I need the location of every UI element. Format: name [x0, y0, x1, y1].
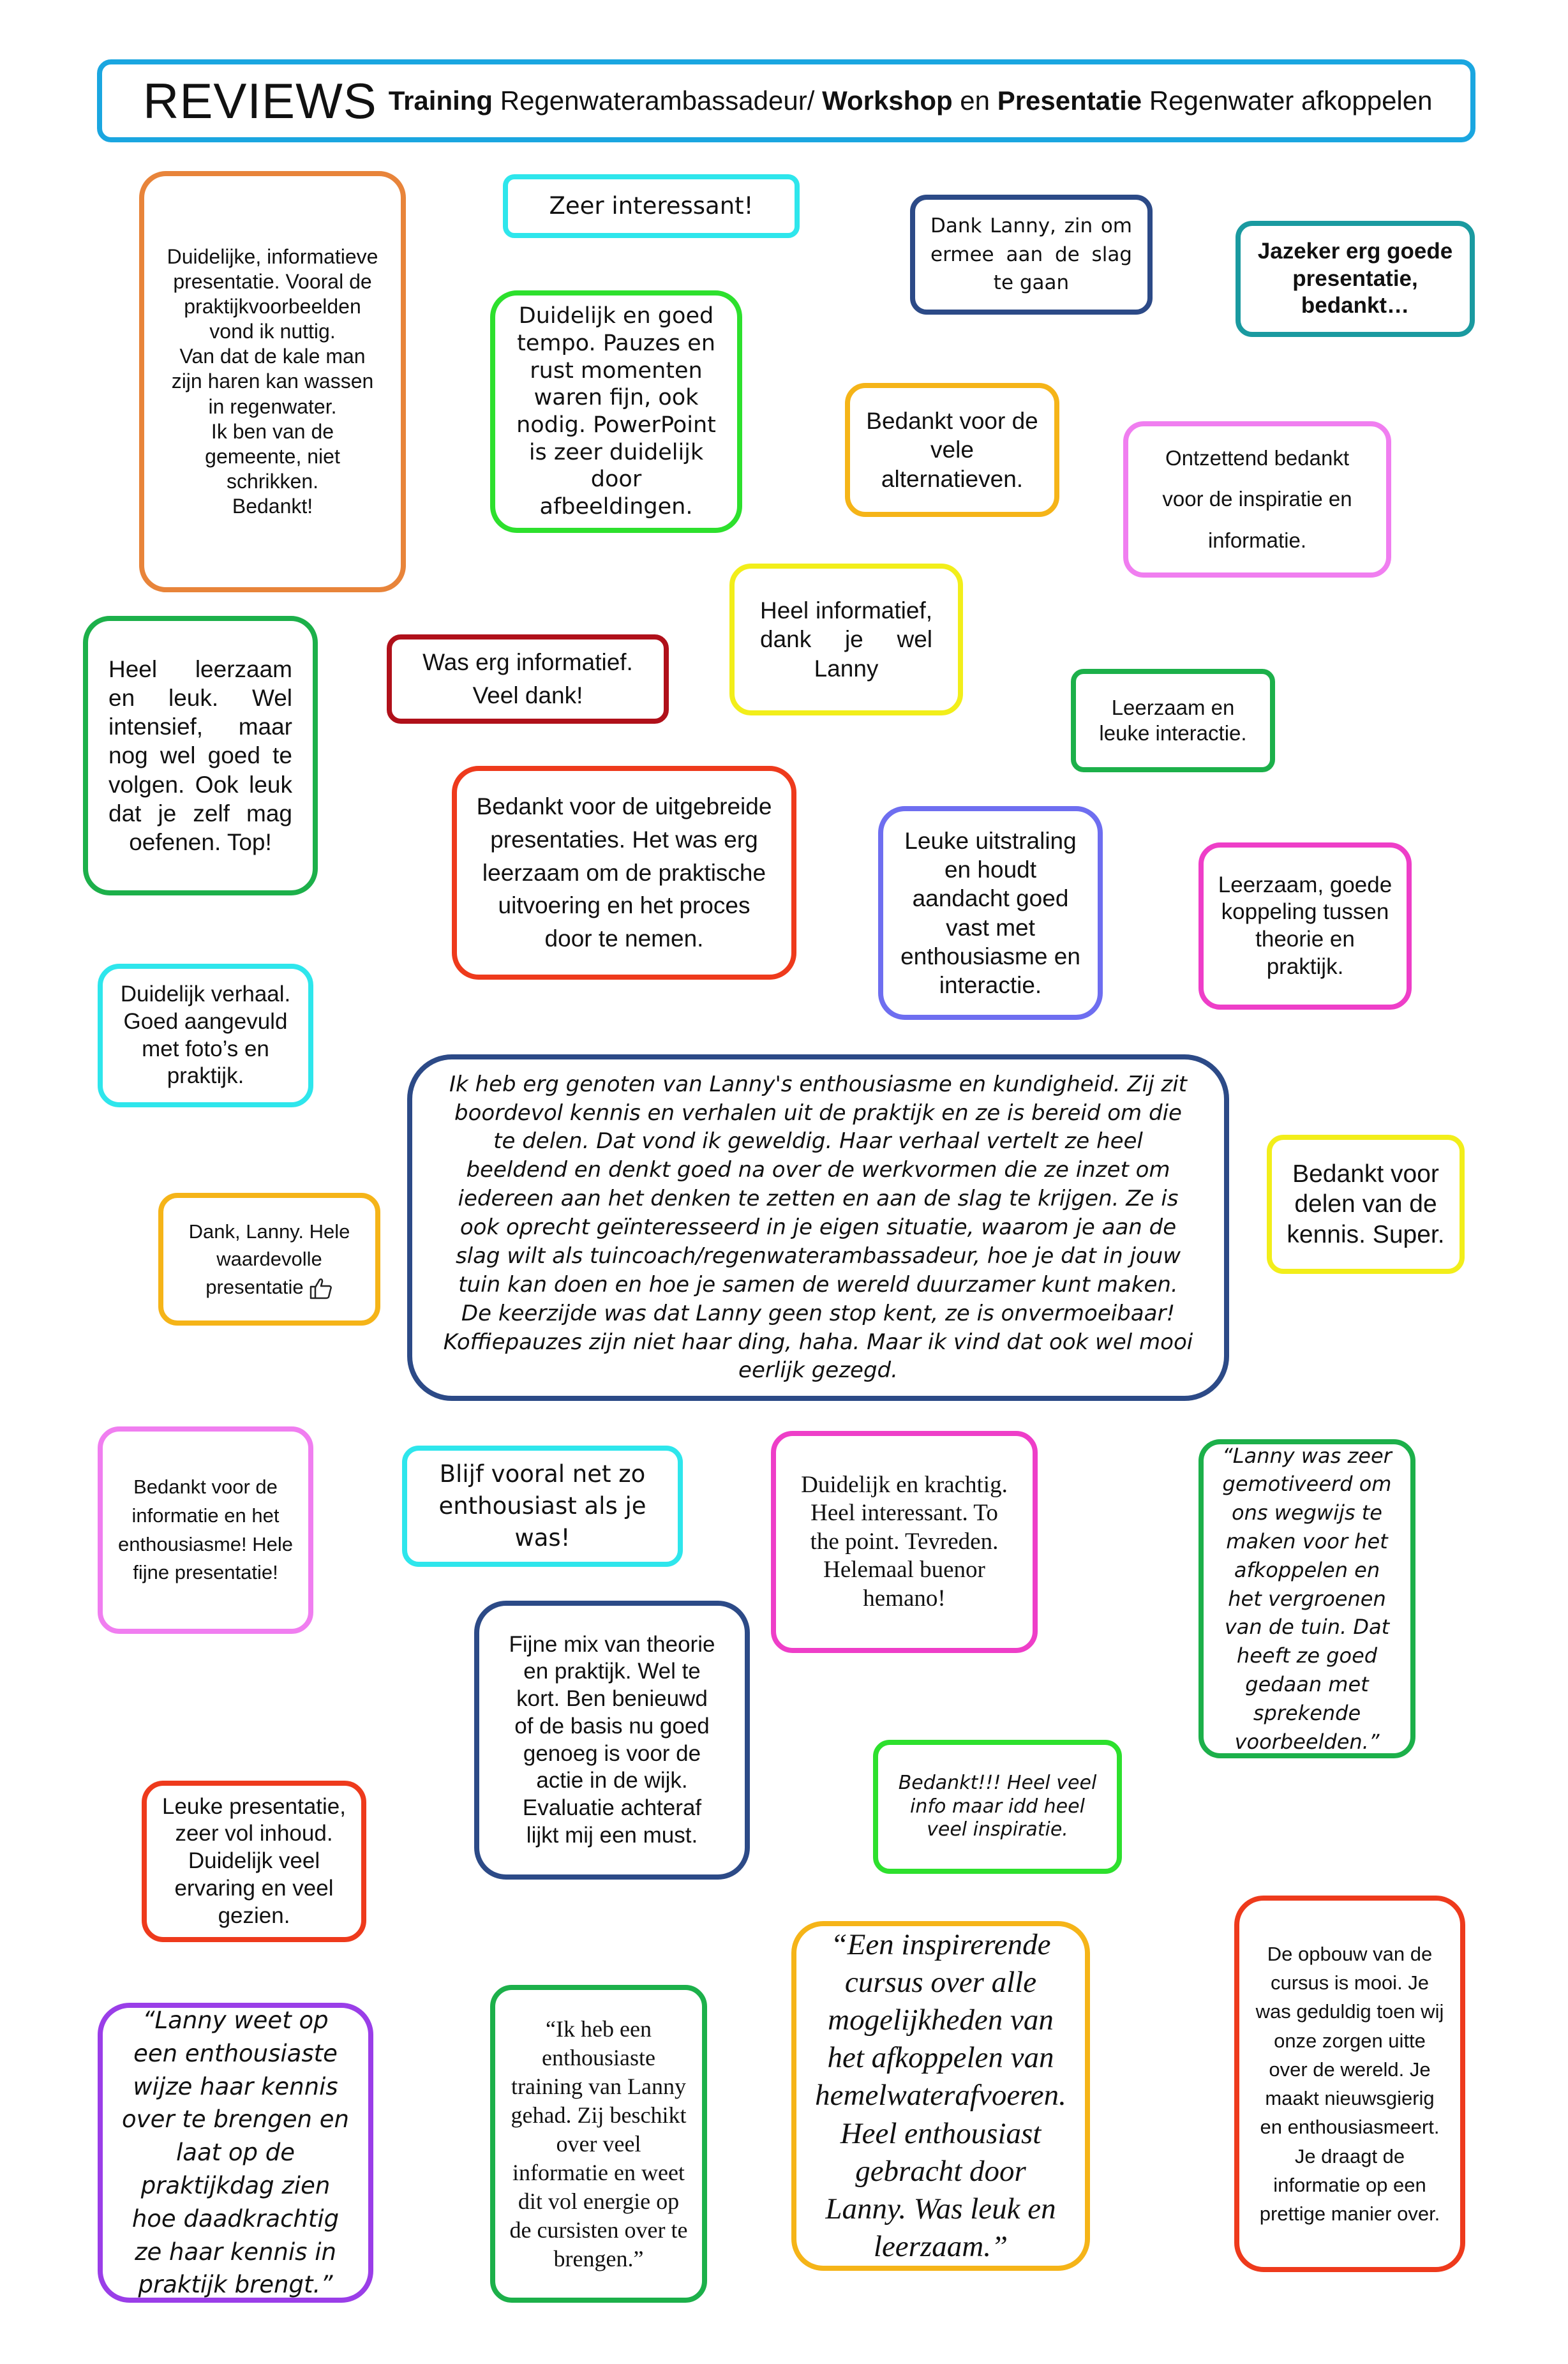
review-box — [503, 174, 800, 238]
review-box — [98, 964, 313, 1107]
review-text: Bedankt voor de informatie en het enthousiasme! Hele fijne presentatie! — [118, 1475, 293, 1584]
review-box — [1236, 221, 1475, 337]
review-box — [1234, 1896, 1465, 2272]
review-text: “Ik heb een enthousiaste training van Lanny gehad. Zij beschikt over veel informatie en weet dit vol energie op de cursisten over te brengen.” — [509, 2016, 688, 2271]
review-text: Jazeker erg goede presentatie, bedankt… — [1257, 238, 1453, 318]
review-box — [771, 1431, 1038, 1653]
review-text: Dank, Lanny. Hele waardevolle presentatie — [176, 1218, 362, 1301]
header-subtitle — [389, 86, 1433, 116]
review-box-featured — [407, 1054, 1229, 1401]
review-text: Leuke presentatie, zeer vol inhoud. Duidelijk veel ervaring en veel gezien. — [162, 1793, 346, 1928]
header-presentatie-rest: Regenwater afkoppelen — [1142, 86, 1433, 116]
review-text: Duidelijk en krachtig. Heel interessant. To the point. Tevreden. Helemaal buenor hemano! — [801, 1472, 1008, 1612]
review-text: Duidelijk en goed tempo. Pauzes en rust momenten waren fijn, ook nodig. PowerPoint is zeer duidelijk door afbeeldingen. — [516, 303, 716, 520]
review-text: Heel informatief, dank je wel Lanny — [760, 597, 932, 682]
review-box — [139, 171, 406, 592]
review-box — [474, 1601, 750, 1880]
review-box — [158, 1193, 380, 1326]
header-title: REVIEWS — [143, 72, 377, 129]
review-text: Bedankt!!! Heel veel info maar idd heel veel inspiratie. — [898, 1772, 1097, 1841]
review-box — [1267, 1135, 1465, 1274]
header-presentatie: Presentatie — [997, 86, 1142, 116]
review-text: De opbouw van de cursus is mooi. Je was geduldig toen wij onze zorgen uitte over de wereld. Je maakt nieuwsgierig en enthousiasmeert. Je draagt de informatie op een prettige manier over. — [1255, 1942, 1444, 2225]
review-text: Duidelijk verhaal. Goed aangevuld met foto’s en praktijk. — [120, 982, 291, 1089]
review-box — [873, 1740, 1122, 1874]
review-box — [1198, 1439, 1415, 1758]
review-box — [452, 766, 796, 980]
review-box — [402, 1446, 683, 1567]
review-box — [910, 195, 1153, 315]
review-box — [1071, 669, 1275, 772]
review-text: “Een inspirerende cursus over alle mogelijkheden van het afkoppelen van hemelwaterafvoeren. Heel enthousiast gebracht door Lanny. Was leuk en leerzaam.” — [815, 1927, 1066, 2264]
review-text: Duidelijke, informatieve presentatie. Vooral de praktijkvoorbeelden vond ik nuttig. Van dat de kale man zijn haren kan wassen in regenwater. Ik ben van de gemeente, niet schrikken. Bedankt! — [167, 245, 378, 518]
review-text: Leerzaam en leuke interactie. — [1099, 695, 1247, 745]
review-text: Bedankt voor delen van de kennis. Super. — [1287, 1160, 1445, 1248]
thumbs-up-icon — [309, 1277, 333, 1300]
header-training: Training — [388, 86, 493, 116]
review-box — [729, 564, 963, 715]
review-box — [845, 383, 1059, 517]
review-text: Was erg informatief. Veel dank! — [422, 649, 633, 708]
review-box — [878, 806, 1103, 1020]
review-text: Ontzettend bedankt voor de inspiratie en informatie. — [1162, 445, 1352, 552]
review-box — [98, 2003, 373, 2303]
review-box — [387, 634, 669, 724]
review-text: Leuke uitstraling en houdt aandacht goed vast met enthousiasme en interactie. — [900, 828, 1080, 998]
review-text: Bedankt voor de vele alternatieven. — [866, 408, 1038, 492]
page-header — [97, 59, 1475, 142]
review-box — [791, 1921, 1090, 2271]
review-text: Heel leerzaam en leuk. Wel intensief, maar nog wel goed te volgen. Ook leuk dat je zelf mag oefenen. Top! — [108, 656, 292, 855]
review-box — [142, 1781, 366, 1942]
review-box — [98, 1426, 313, 1634]
review-text: Leerzaam, goede koppeling tussen theorie en praktijk. — [1218, 872, 1393, 979]
header-en: en — [952, 86, 997, 116]
review-box — [490, 1985, 707, 2303]
review-box — [1123, 421, 1391, 578]
review-text: Ik heb erg genoten van Lanny's enthousiasme en kundigheid. Zij zit boordevol kennis en verhalen uit de praktijk en ze is bereid om die te delen. Dat vond ik geweldig. Haar verhaal vertelt ze heel beeldend en denkt goed na over de werkvormen die ze inzet om iedereen aan het denken te zetten en aan de slag te krijgen. Ze is ook oprecht geïnteresseerd in je eigen situatie, waarom je aan de slag wilt als tuincoach/regenwaterambassadeur, hoe je dat in jouw tuin kan doen en hoe je samen de wereld duurzamer kunt maken. De keerzijde was dat Lanny geen stop kent, ze is onvermoeibaar! Koffiepauzes zijn niet haar ding, haha. Maar ik vind dat ook wel mooi eerlijk gezegd. — [443, 1071, 1193, 1384]
review-box — [490, 290, 742, 533]
review-text: Dank Lanny, zin om ermee aan de slag te gaan — [930, 214, 1132, 295]
review-text: Zeer interessant! — [549, 192, 754, 220]
header-workshop: Workshop — [822, 86, 953, 116]
review-text: “Lanny weet op een enthousiaste wijze haar kennis over te brengen en laat op de praktijkdag zien hoe daadkrachtig ze haar kennis in praktijk brengt.” — [122, 2006, 349, 2299]
review-text: Fijne mix van theorie en praktijk. Wel te kort. Ben benieuwd of de basis nu goed genoeg is voor de actie in de wijk. Evaluatie achteraf lijkt mij een must. — [509, 1631, 715, 1848]
review-text: “Lanny was zeer gemotiveerd om ons wegwijs te maken voor het afkoppelen en het vergroenen van de tuin. Dat heeft ze goed gedaan met sprekende voorbeelden.” — [1222, 1443, 1392, 1754]
review-box — [1198, 842, 1412, 1010]
review-text: Bedankt voor de uitgebreide presentaties. Het was erg leerzaam om de praktische uitvoering en het proces door te nemen. — [476, 793, 772, 952]
review-text: Blijf vooral net zo enthousiast als je was! — [438, 1460, 646, 1552]
header-training-rest: Regenwaterambassadeur/ — [493, 86, 823, 116]
review-box — [83, 616, 318, 895]
